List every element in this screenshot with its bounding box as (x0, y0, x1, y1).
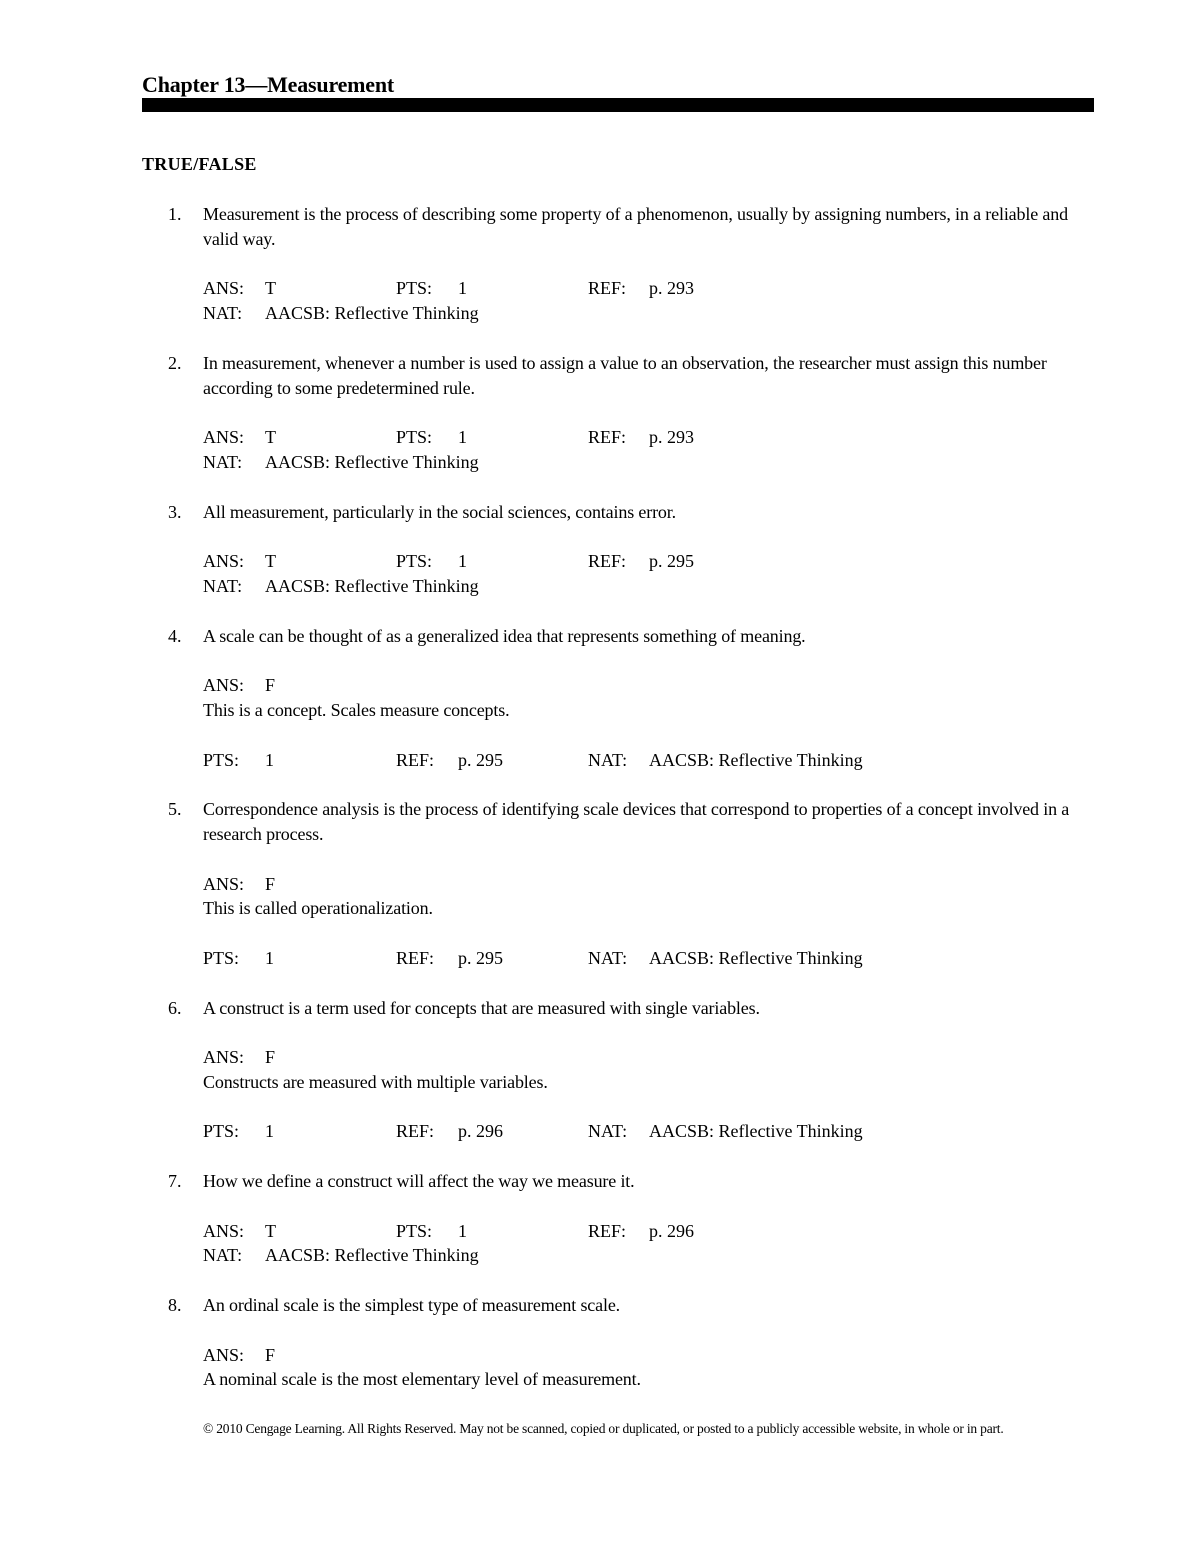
question-text: Measurement is the process of describing some property of a phenomenon, usually by assigning numbers, in a reliable and valid way. (203, 204, 1068, 249)
copyright-footer: © 2010 Cengage Learning. All Rights Reserved. May not be scanned, copied or duplicated, or posted to a publicly accessible website, in whole or in part. (203, 1421, 1004, 1436)
nat-value: AACSB: Reflective Thinking (649, 947, 863, 968)
nat-value: AACSB: Reflective Thinking (265, 451, 479, 472)
ans-label: ANS: (203, 1047, 245, 1068)
pts-label: PTS: (396, 427, 433, 448)
nat-label: NAT: (203, 451, 243, 472)
ans-value: T (265, 551, 276, 572)
question-text: Correspondence analysis is the process of identifying scale devices that correspond to properties of a concept involved in a research process. (203, 799, 1070, 844)
question-text: An ordinal scale is the simplest type of measurement scale. (203, 1295, 621, 1316)
answer-line (203, 276, 1200, 301)
ref-value: p. 296 (649, 1220, 694, 1241)
question-number: 4. (168, 625, 182, 646)
nat-value: AACSB: Reflective Thinking (265, 1245, 479, 1266)
ans-label: ANS: (203, 675, 245, 696)
pts-value: 1 (265, 947, 274, 968)
ans-label: ANS: (203, 427, 245, 448)
nat-value: AACSB: Reflective Thinking (265, 575, 479, 596)
answer-line (203, 425, 1200, 450)
ans-label: ANS: (203, 1220, 245, 1241)
question-item (0, 624, 1200, 773)
question-list (0, 202, 1200, 1417)
question-text: A construct is a term used for concepts that are measured with single variables. (203, 997, 760, 1018)
ans-label: ANS: (203, 873, 245, 894)
answer-line (203, 1343, 1200, 1368)
pts-value: 1 (265, 749, 274, 770)
ans-label: ANS: (203, 1344, 245, 1365)
question-number: 5. (168, 799, 182, 820)
ans-label: ANS: (203, 278, 245, 299)
nat-value: AACSB: Reflective Thinking (265, 303, 479, 324)
ref-label: REF: (588, 1220, 627, 1241)
explanation-line (203, 698, 1200, 723)
question-text: How we define a construct will affect the way we measure it. (203, 1171, 635, 1192)
ans-value: T (265, 278, 276, 299)
explanation-line (203, 896, 1200, 921)
pts-label: PTS: (396, 278, 433, 299)
nat-line (203, 450, 1200, 475)
pts-label: PTS: (396, 551, 433, 572)
nat-label: NAT: (588, 1121, 628, 1142)
ref-label: REF: (588, 551, 627, 572)
title-rule (142, 98, 1094, 112)
nat-label: NAT: (203, 575, 243, 596)
answer-explanation: This is a concept. Scales measure concepts. (203, 699, 510, 720)
pts-label: PTS: (396, 1220, 433, 1241)
question-item (0, 1169, 1200, 1268)
pts-label: PTS: (203, 947, 240, 968)
pts-label: PTS: (203, 749, 240, 770)
answer-line (203, 1219, 1200, 1244)
question-number: 8. (168, 1295, 182, 1316)
ref-value: p. 293 (649, 278, 694, 299)
pts-value: 1 (458, 427, 467, 448)
meta-line (203, 946, 1200, 971)
ans-value: F (265, 675, 276, 696)
question-text: A scale can be thought of as a generalized idea that represents something of meaning. (203, 625, 806, 646)
ans-value: T (265, 1220, 276, 1241)
meta-line (203, 1119, 1200, 1144)
ref-label: REF: (396, 1121, 435, 1142)
chapter-title: Chapter 13—Measurement (142, 72, 395, 97)
pts-value: 1 (458, 1220, 467, 1241)
question-number: 2. (168, 352, 182, 373)
ref-value: p. 295 (458, 947, 503, 968)
nat-value: AACSB: Reflective Thinking (649, 1121, 863, 1142)
nat-label: NAT: (203, 303, 243, 324)
meta-line (203, 748, 1200, 773)
answer-explanation: Constructs are measured with multiple variables. (203, 1071, 548, 1092)
question-item (0, 1293, 1200, 1392)
nat-line (203, 574, 1200, 599)
question-item (0, 500, 1200, 599)
ref-value: p. 295 (458, 749, 503, 770)
question-item (0, 996, 1200, 1145)
answer-explanation: A nominal scale is the most elementary level of measurement. (203, 1369, 641, 1390)
question-item (0, 202, 1200, 326)
question-text: In measurement, whenever a number is used to assign a value to an observation, the researcher must assign this number according to some predetermined rule. (203, 352, 1047, 398)
question-item (0, 351, 1200, 475)
ans-label: ANS: (203, 551, 245, 572)
ans-value: F (265, 1047, 276, 1068)
answer-line (203, 673, 1200, 698)
pts-value: 1 (458, 278, 467, 299)
nat-line (203, 301, 1200, 326)
question-text: All measurement, particularly in the social sciences, contains error. (203, 501, 676, 522)
pts-value: 1 (265, 1121, 274, 1142)
ref-label: REF: (396, 749, 435, 770)
ans-value: F (265, 1344, 276, 1365)
answer-line (203, 549, 1200, 574)
question-number: 1. (168, 204, 182, 224)
nat-label: NAT: (203, 1245, 243, 1266)
ans-value: F (265, 873, 276, 894)
question-number: 7. (168, 1171, 182, 1192)
answer-line (203, 1045, 1200, 1070)
ref-label: REF: (588, 427, 627, 448)
pts-label: PTS: (203, 1121, 240, 1142)
ref-value: p. 296 (458, 1121, 503, 1142)
ref-label: REF: (396, 947, 435, 968)
nat-line (203, 1243, 1200, 1268)
explanation-line (203, 1367, 1200, 1392)
ref-value: p. 295 (649, 551, 694, 572)
question-number: 3. (168, 501, 182, 522)
ref-label: REF: (588, 278, 627, 299)
answer-explanation: This is called operationalization. (203, 898, 433, 919)
explanation-line (203, 1070, 1200, 1095)
nat-label: NAT: (588, 947, 628, 968)
nat-value: AACSB: Reflective Thinking (649, 749, 863, 770)
question-number: 6. (168, 997, 182, 1018)
pts-value: 1 (458, 551, 467, 572)
ref-value: p. 293 (649, 427, 694, 448)
question-item (0, 797, 1200, 971)
ans-value: T (265, 427, 276, 448)
section-heading: TRUE/FALSE (142, 154, 257, 174)
answer-line (203, 872, 1200, 897)
nat-label: NAT: (588, 749, 628, 770)
